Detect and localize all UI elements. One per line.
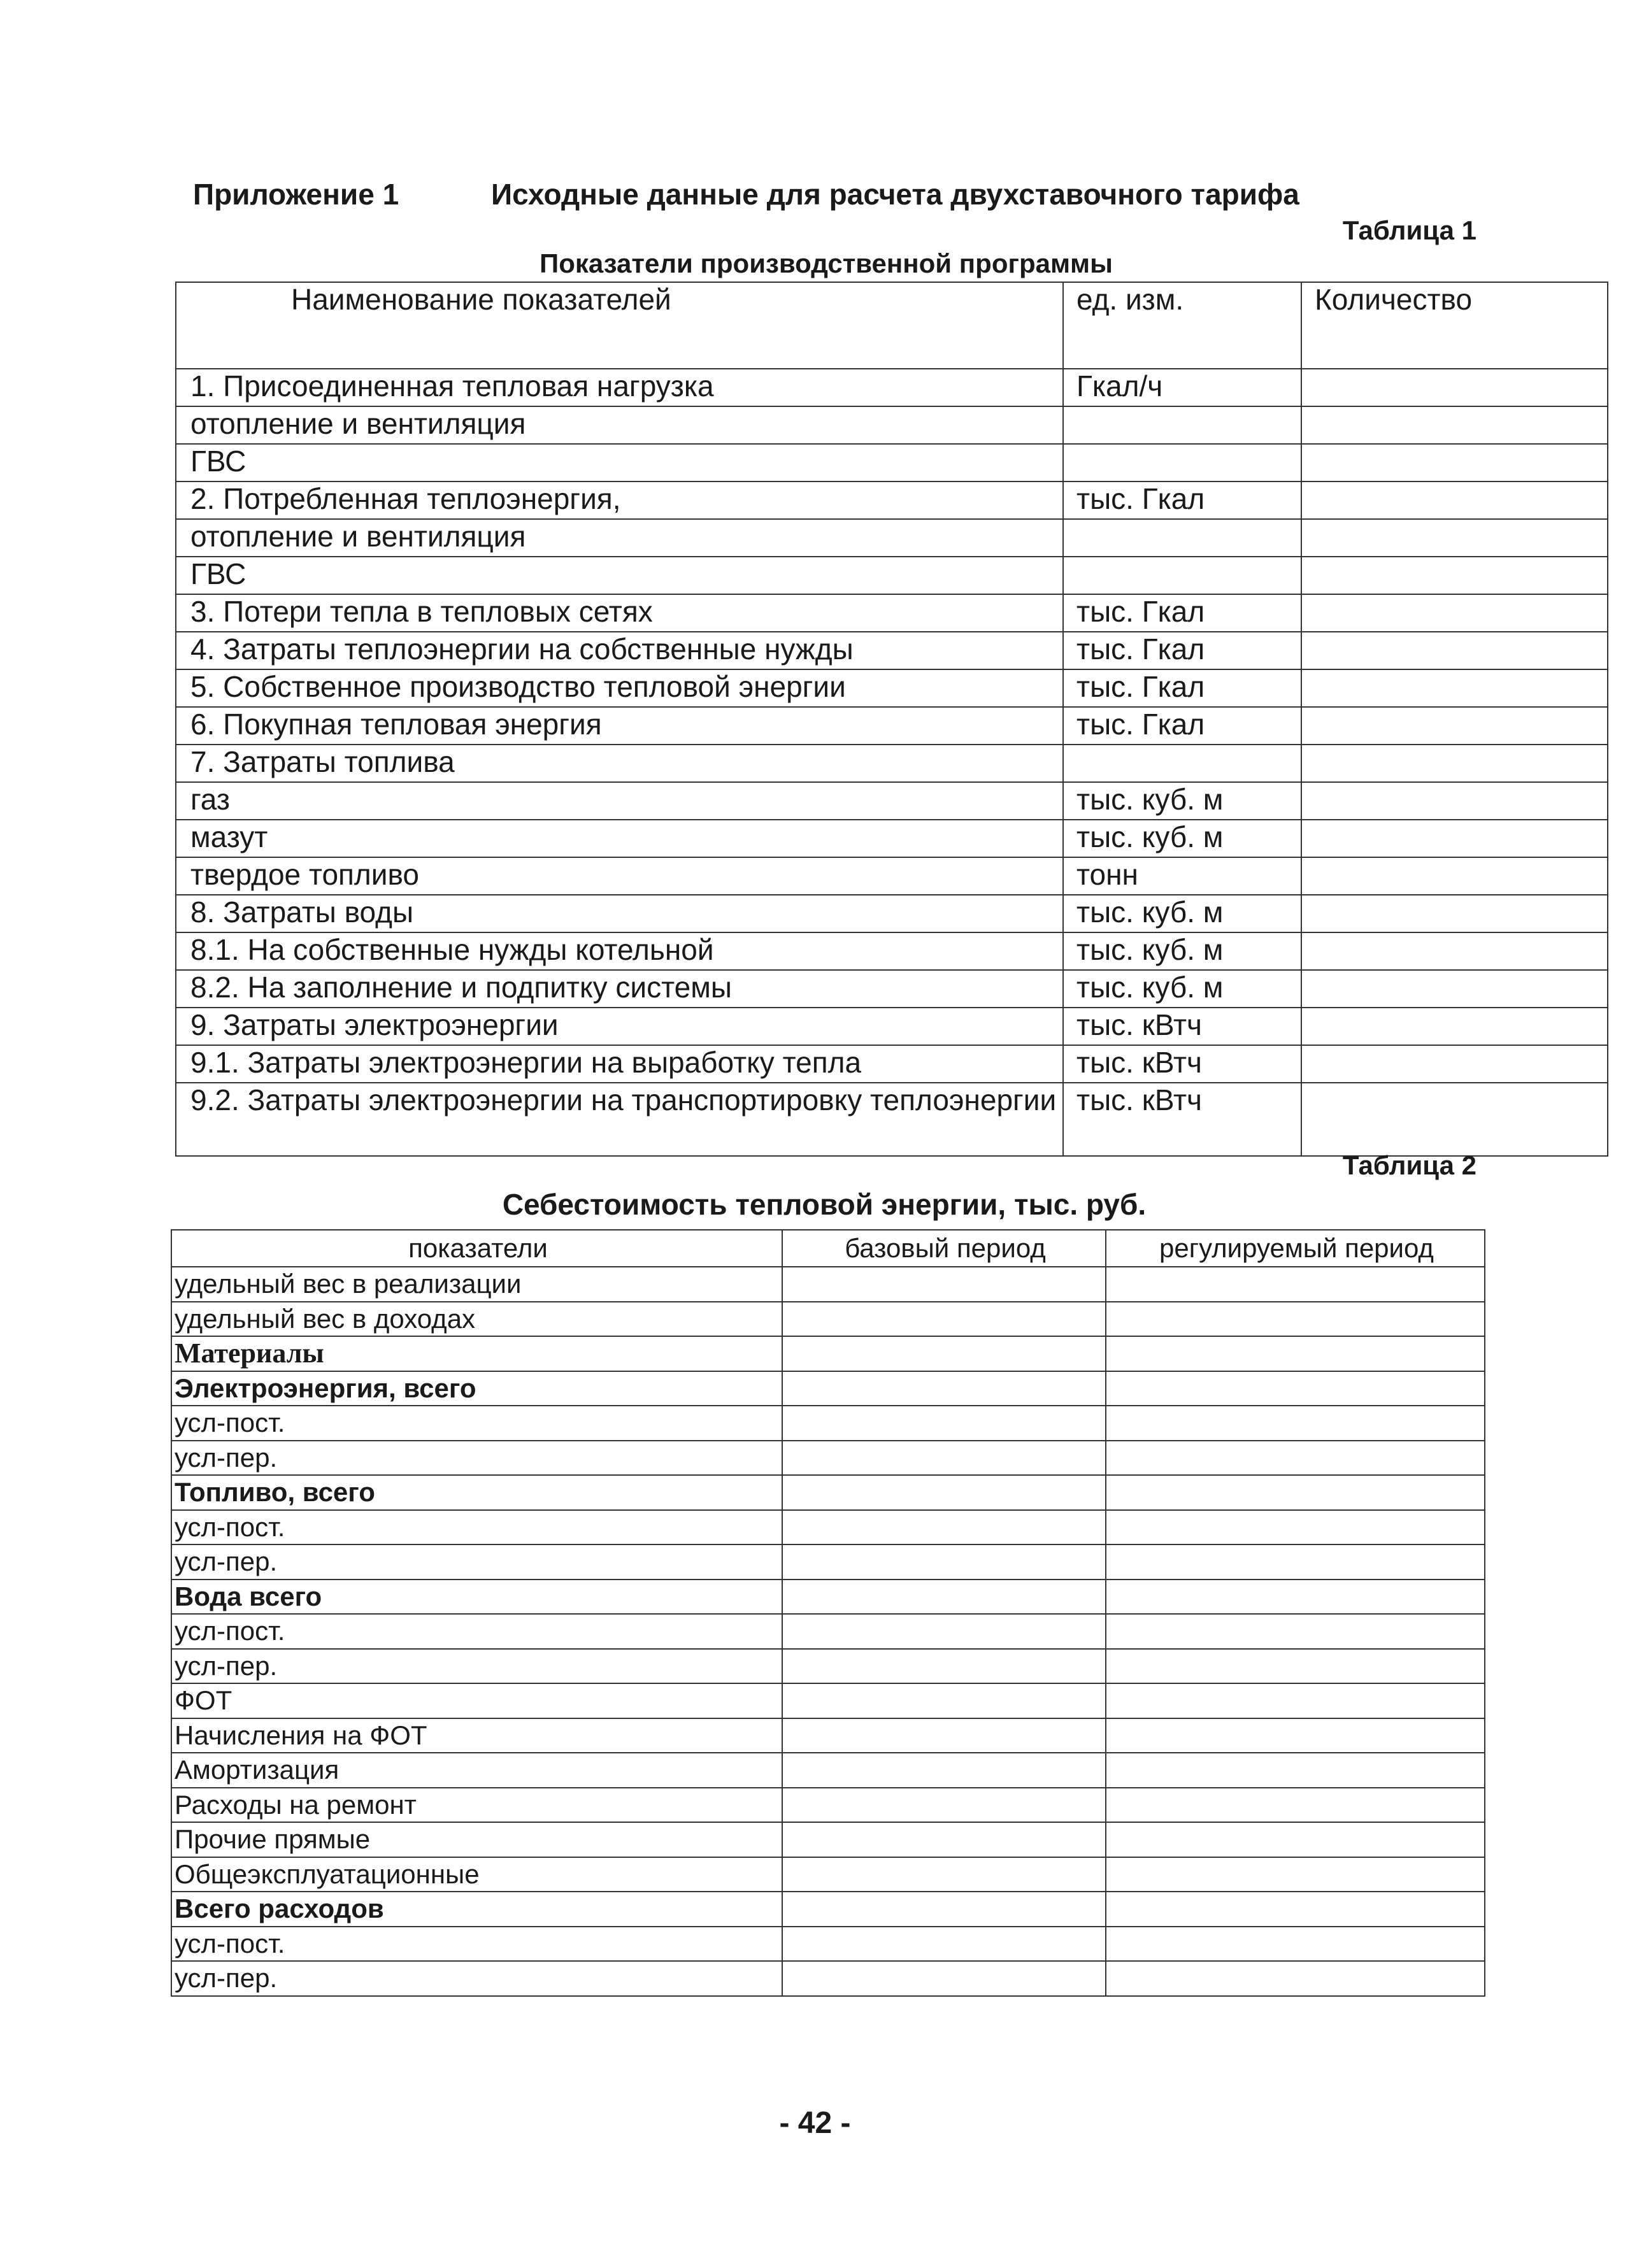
base-period-cell[interactable] — [782, 1857, 1106, 1892]
cost-item-name: усл-пост. — [171, 1406, 782, 1441]
table-row — [171, 1961, 1485, 1996]
cost-item-name: Всего расходов — [171, 1892, 782, 1927]
table-row — [171, 1267, 1485, 1302]
cost-item-name: удельный вес в реализации — [171, 1267, 782, 1302]
indicator-name: ГВС — [176, 444, 1063, 481]
table-row — [176, 1083, 1608, 1156]
table-row — [176, 594, 1608, 632]
indicator-unit — [1063, 519, 1301, 557]
indicator-quantity[interactable] — [1301, 932, 1608, 970]
table-row — [176, 895, 1608, 932]
indicator-name: 8. Затраты воды — [176, 895, 1063, 932]
indicator-name: 6. Покупная тепловая энергия — [176, 707, 1063, 745]
base-period-cell[interactable] — [782, 1475, 1106, 1510]
indicator-unit: тыс. кВтч — [1063, 1083, 1301, 1156]
base-period-cell[interactable] — [782, 1753, 1106, 1788]
cost-item-name: Электроэнергия, всего — [171, 1371, 782, 1406]
base-period-cell[interactable] — [782, 1961, 1106, 1996]
cost-item-name: усл-пост. — [171, 1510, 782, 1545]
regulated-period-cell[interactable] — [1106, 1857, 1485, 1892]
regulated-period-cell[interactable] — [1106, 1267, 1485, 1302]
table1-col-quantity: Количество — [1301, 282, 1608, 369]
indicator-unit: тыс. куб. м — [1063, 782, 1301, 820]
base-period-cell[interactable] — [782, 1927, 1106, 1962]
indicator-quantity[interactable] — [1301, 669, 1608, 707]
indicator-name: ГВС — [176, 557, 1063, 594]
base-period-cell[interactable] — [782, 1580, 1106, 1615]
regulated-period-cell[interactable] — [1106, 1614, 1485, 1649]
regulated-period-cell[interactable] — [1106, 1649, 1485, 1684]
regulated-period-cell[interactable] — [1106, 1788, 1485, 1823]
indicator-name: 9. Затраты электроэнергии — [176, 1008, 1063, 1045]
page-number: - 42 - — [779, 2106, 851, 2140]
regulated-period-cell[interactable] — [1106, 1961, 1485, 1996]
indicator-quantity[interactable] — [1301, 707, 1608, 745]
table-row — [176, 406, 1608, 444]
base-period-cell[interactable] — [782, 1683, 1106, 1718]
indicator-name: отопление и вентиляция — [176, 406, 1063, 444]
indicator-name: 9.1. Затраты электроэнергии на выработку тепла — [176, 1045, 1063, 1083]
base-period-cell[interactable] — [782, 1822, 1106, 1857]
table-row — [171, 1614, 1485, 1649]
table2-header-row — [171, 1230, 1485, 1267]
regulated-period-cell[interactable] — [1106, 1683, 1485, 1718]
table2-col-indicators: показатели — [171, 1230, 782, 1267]
indicator-unit — [1063, 406, 1301, 444]
indicator-unit — [1063, 444, 1301, 481]
table1-col-unit: ед. изм. — [1063, 282, 1301, 369]
table-row — [176, 481, 1608, 519]
indicator-quantity[interactable] — [1301, 557, 1608, 594]
table-row — [176, 557, 1608, 594]
table-row — [171, 1544, 1485, 1580]
indicator-quantity[interactable] — [1301, 369, 1608, 406]
indicator-unit: тыс. Гкал — [1063, 594, 1301, 632]
table-row — [176, 632, 1608, 669]
cost-item-name: усл-пер. — [171, 1649, 782, 1684]
indicator-quantity[interactable] — [1301, 481, 1608, 519]
base-period-cell[interactable] — [782, 1614, 1106, 1649]
cost-item-name: Амортизация — [171, 1753, 782, 1788]
indicator-quantity[interactable] — [1301, 594, 1608, 632]
appendix-label: Приложение 1 — [193, 178, 399, 211]
base-period-cell[interactable] — [782, 1302, 1106, 1337]
indicator-unit: Гкал/ч — [1063, 369, 1301, 406]
cost-item-name: усл-пост. — [171, 1614, 782, 1649]
table-row — [171, 1788, 1485, 1823]
regulated-period-cell[interactable] — [1106, 1336, 1485, 1371]
base-period-cell[interactable] — [782, 1336, 1106, 1371]
indicator-quantity[interactable] — [1301, 1083, 1608, 1156]
regulated-period-cell[interactable] — [1106, 1718, 1485, 1753]
cost-item-name: Топливо, всего — [171, 1475, 782, 1510]
indicator-unit — [1063, 557, 1301, 594]
indicator-quantity[interactable] — [1301, 1045, 1608, 1083]
indicator-name: 7. Затраты топлива — [176, 745, 1063, 782]
indicator-unit: тонн — [1063, 857, 1301, 895]
indicator-quantity[interactable] — [1301, 444, 1608, 481]
indicator-name: газ — [176, 782, 1063, 820]
indicator-name: твердое топливо — [176, 857, 1063, 895]
cost-item-name: усл-пер. — [171, 1441, 782, 1476]
indicator-name: 4. Затраты теплоэнергии на собственные нужды — [176, 632, 1063, 669]
table-row — [171, 1510, 1485, 1545]
table-row — [171, 1857, 1485, 1892]
cost-item-name: ФОТ — [171, 1683, 782, 1718]
indicator-unit: тыс. куб. м — [1063, 932, 1301, 970]
indicator-unit: тыс. кВтч — [1063, 1045, 1301, 1083]
heat-cost-table — [171, 1229, 1485, 1997]
table-row — [171, 1475, 1485, 1510]
table-row — [171, 1649, 1485, 1684]
regulated-period-cell[interactable] — [1106, 1441, 1485, 1476]
indicator-unit: тыс. куб. м — [1063, 895, 1301, 932]
regulated-period-cell[interactable] — [1106, 1302, 1485, 1337]
table-row — [176, 745, 1608, 782]
indicator-quantity[interactable] — [1301, 519, 1608, 557]
base-period-cell[interactable] — [782, 1267, 1106, 1302]
table-row — [176, 707, 1608, 745]
indicator-unit: тыс. Гкал — [1063, 669, 1301, 707]
base-period-cell[interactable] — [782, 1406, 1106, 1441]
table1-header-row — [176, 282, 1608, 369]
table-row — [176, 519, 1608, 557]
cost-item-name: Материалы — [171, 1336, 782, 1371]
base-period-cell[interactable] — [782, 1788, 1106, 1823]
cost-item-name: Общеэксплуатационные — [171, 1857, 782, 1892]
table1-title: Показатели производственной программы — [540, 248, 1113, 278]
table-row — [171, 1822, 1485, 1857]
table-row — [171, 1302, 1485, 1337]
base-period-cell[interactable] — [782, 1649, 1106, 1684]
table2-title: Себестоимость тепловой энергии, тыс. руб. — [502, 1188, 1147, 1221]
regulated-period-cell[interactable] — [1106, 1544, 1485, 1580]
table-row — [171, 1753, 1485, 1788]
table-row — [176, 444, 1608, 481]
cost-item-name: Начисления на ФОТ — [171, 1718, 782, 1753]
cost-item-name: Прочие прямые — [171, 1822, 782, 1857]
cost-item-name: усл-пост. — [171, 1927, 782, 1962]
regulated-period-cell[interactable] — [1106, 1753, 1485, 1788]
regulated-period-cell[interactable] — [1106, 1371, 1485, 1406]
table-row — [171, 1683, 1485, 1718]
table-row — [176, 1045, 1608, 1083]
table-row — [176, 782, 1608, 820]
indicator-name: 5. Собственное производство тепловой энергии — [176, 669, 1063, 707]
indicator-quantity[interactable] — [1301, 857, 1608, 895]
indicator-unit: тыс. Гкал — [1063, 707, 1301, 745]
table-row — [171, 1336, 1485, 1371]
indicator-quantity[interactable] — [1301, 782, 1608, 820]
base-period-cell[interactable] — [782, 1544, 1106, 1580]
table-row — [171, 1371, 1485, 1406]
table2-col-base-period: базовый период — [782, 1230, 1106, 1267]
indicator-name: мазут — [176, 820, 1063, 857]
table-row — [176, 820, 1608, 857]
indicator-unit: тыс. Гкал — [1063, 481, 1301, 519]
base-period-cell[interactable] — [782, 1892, 1106, 1927]
indicator-unit: тыс. Гкал — [1063, 632, 1301, 669]
table2-col-regulated-period: регулируемый период — [1106, 1230, 1485, 1267]
cost-item-name: Вода всего — [171, 1580, 782, 1615]
indicator-name: 1. Присоединенная тепловая нагрузка — [176, 369, 1063, 406]
regulated-period-cell[interactable] — [1106, 1475, 1485, 1510]
indicator-name: 2. Потребленная теплоэнергия, — [176, 481, 1063, 519]
regulated-period-cell[interactable] — [1106, 1927, 1485, 1962]
base-period-cell[interactable] — [782, 1441, 1106, 1476]
table-row — [176, 669, 1608, 707]
document-title: Исходные данные для расчета двухставочного тарифа — [491, 178, 1299, 211]
indicator-quantity[interactable] — [1301, 1008, 1608, 1045]
indicator-name: отопление и вентиляция — [176, 519, 1063, 557]
table-row — [171, 1927, 1485, 1962]
indicator-quantity[interactable] — [1301, 895, 1608, 932]
indicator-name: 8.1. На собственные нужды котельной — [176, 932, 1063, 970]
cost-item-name: удельный вес в доходах — [171, 1302, 782, 1337]
indicator-unit: тыс. куб. м — [1063, 970, 1301, 1008]
regulated-period-cell[interactable] — [1106, 1892, 1485, 1927]
table1-label: Таблица 1 — [1342, 215, 1476, 245]
table-row — [176, 1008, 1608, 1045]
table-row — [176, 970, 1608, 1008]
indicator-name: 9.2. Затраты электроэнергии на транспортировку теплоэнергии — [176, 1083, 1063, 1156]
indicator-quantity[interactable] — [1301, 406, 1608, 444]
base-period-cell[interactable] — [782, 1718, 1106, 1753]
base-period-cell[interactable] — [782, 1371, 1106, 1406]
cost-item-name: усл-пер. — [171, 1544, 782, 1580]
indicator-name: 3. Потери тепла в тепловых сетях — [176, 594, 1063, 632]
indicator-quantity[interactable] — [1301, 970, 1608, 1008]
cost-item-name: усл-пер. — [171, 1961, 782, 1996]
regulated-period-cell[interactable] — [1106, 1510, 1485, 1545]
production-program-table — [175, 282, 1608, 1157]
indicator-quantity[interactable] — [1301, 632, 1608, 669]
table-row — [176, 369, 1608, 406]
indicator-name: 8.2. На заполнение и подпитку системы — [176, 970, 1063, 1008]
table1-col-name: Наименование показателей — [176, 282, 1063, 369]
indicator-quantity[interactable] — [1301, 745, 1608, 782]
table-row — [171, 1892, 1485, 1927]
indicator-quantity[interactable] — [1301, 820, 1608, 857]
table-row — [171, 1441, 1485, 1476]
cost-item-name: Расходы на ремонт — [171, 1788, 782, 1823]
indicator-unit: тыс. куб. м — [1063, 820, 1301, 857]
table-row — [171, 1406, 1485, 1441]
regulated-period-cell[interactable] — [1106, 1406, 1485, 1441]
table-row — [171, 1580, 1485, 1615]
regulated-period-cell[interactable] — [1106, 1822, 1485, 1857]
table2-label: Таблица 2 — [1342, 1150, 1476, 1180]
regulated-period-cell[interactable] — [1106, 1580, 1485, 1615]
indicator-unit — [1063, 745, 1301, 782]
base-period-cell[interactable] — [782, 1510, 1106, 1545]
table-row — [176, 857, 1608, 895]
table-row — [176, 932, 1608, 970]
indicator-unit: тыс. кВтч — [1063, 1008, 1301, 1045]
table-row — [171, 1718, 1485, 1753]
